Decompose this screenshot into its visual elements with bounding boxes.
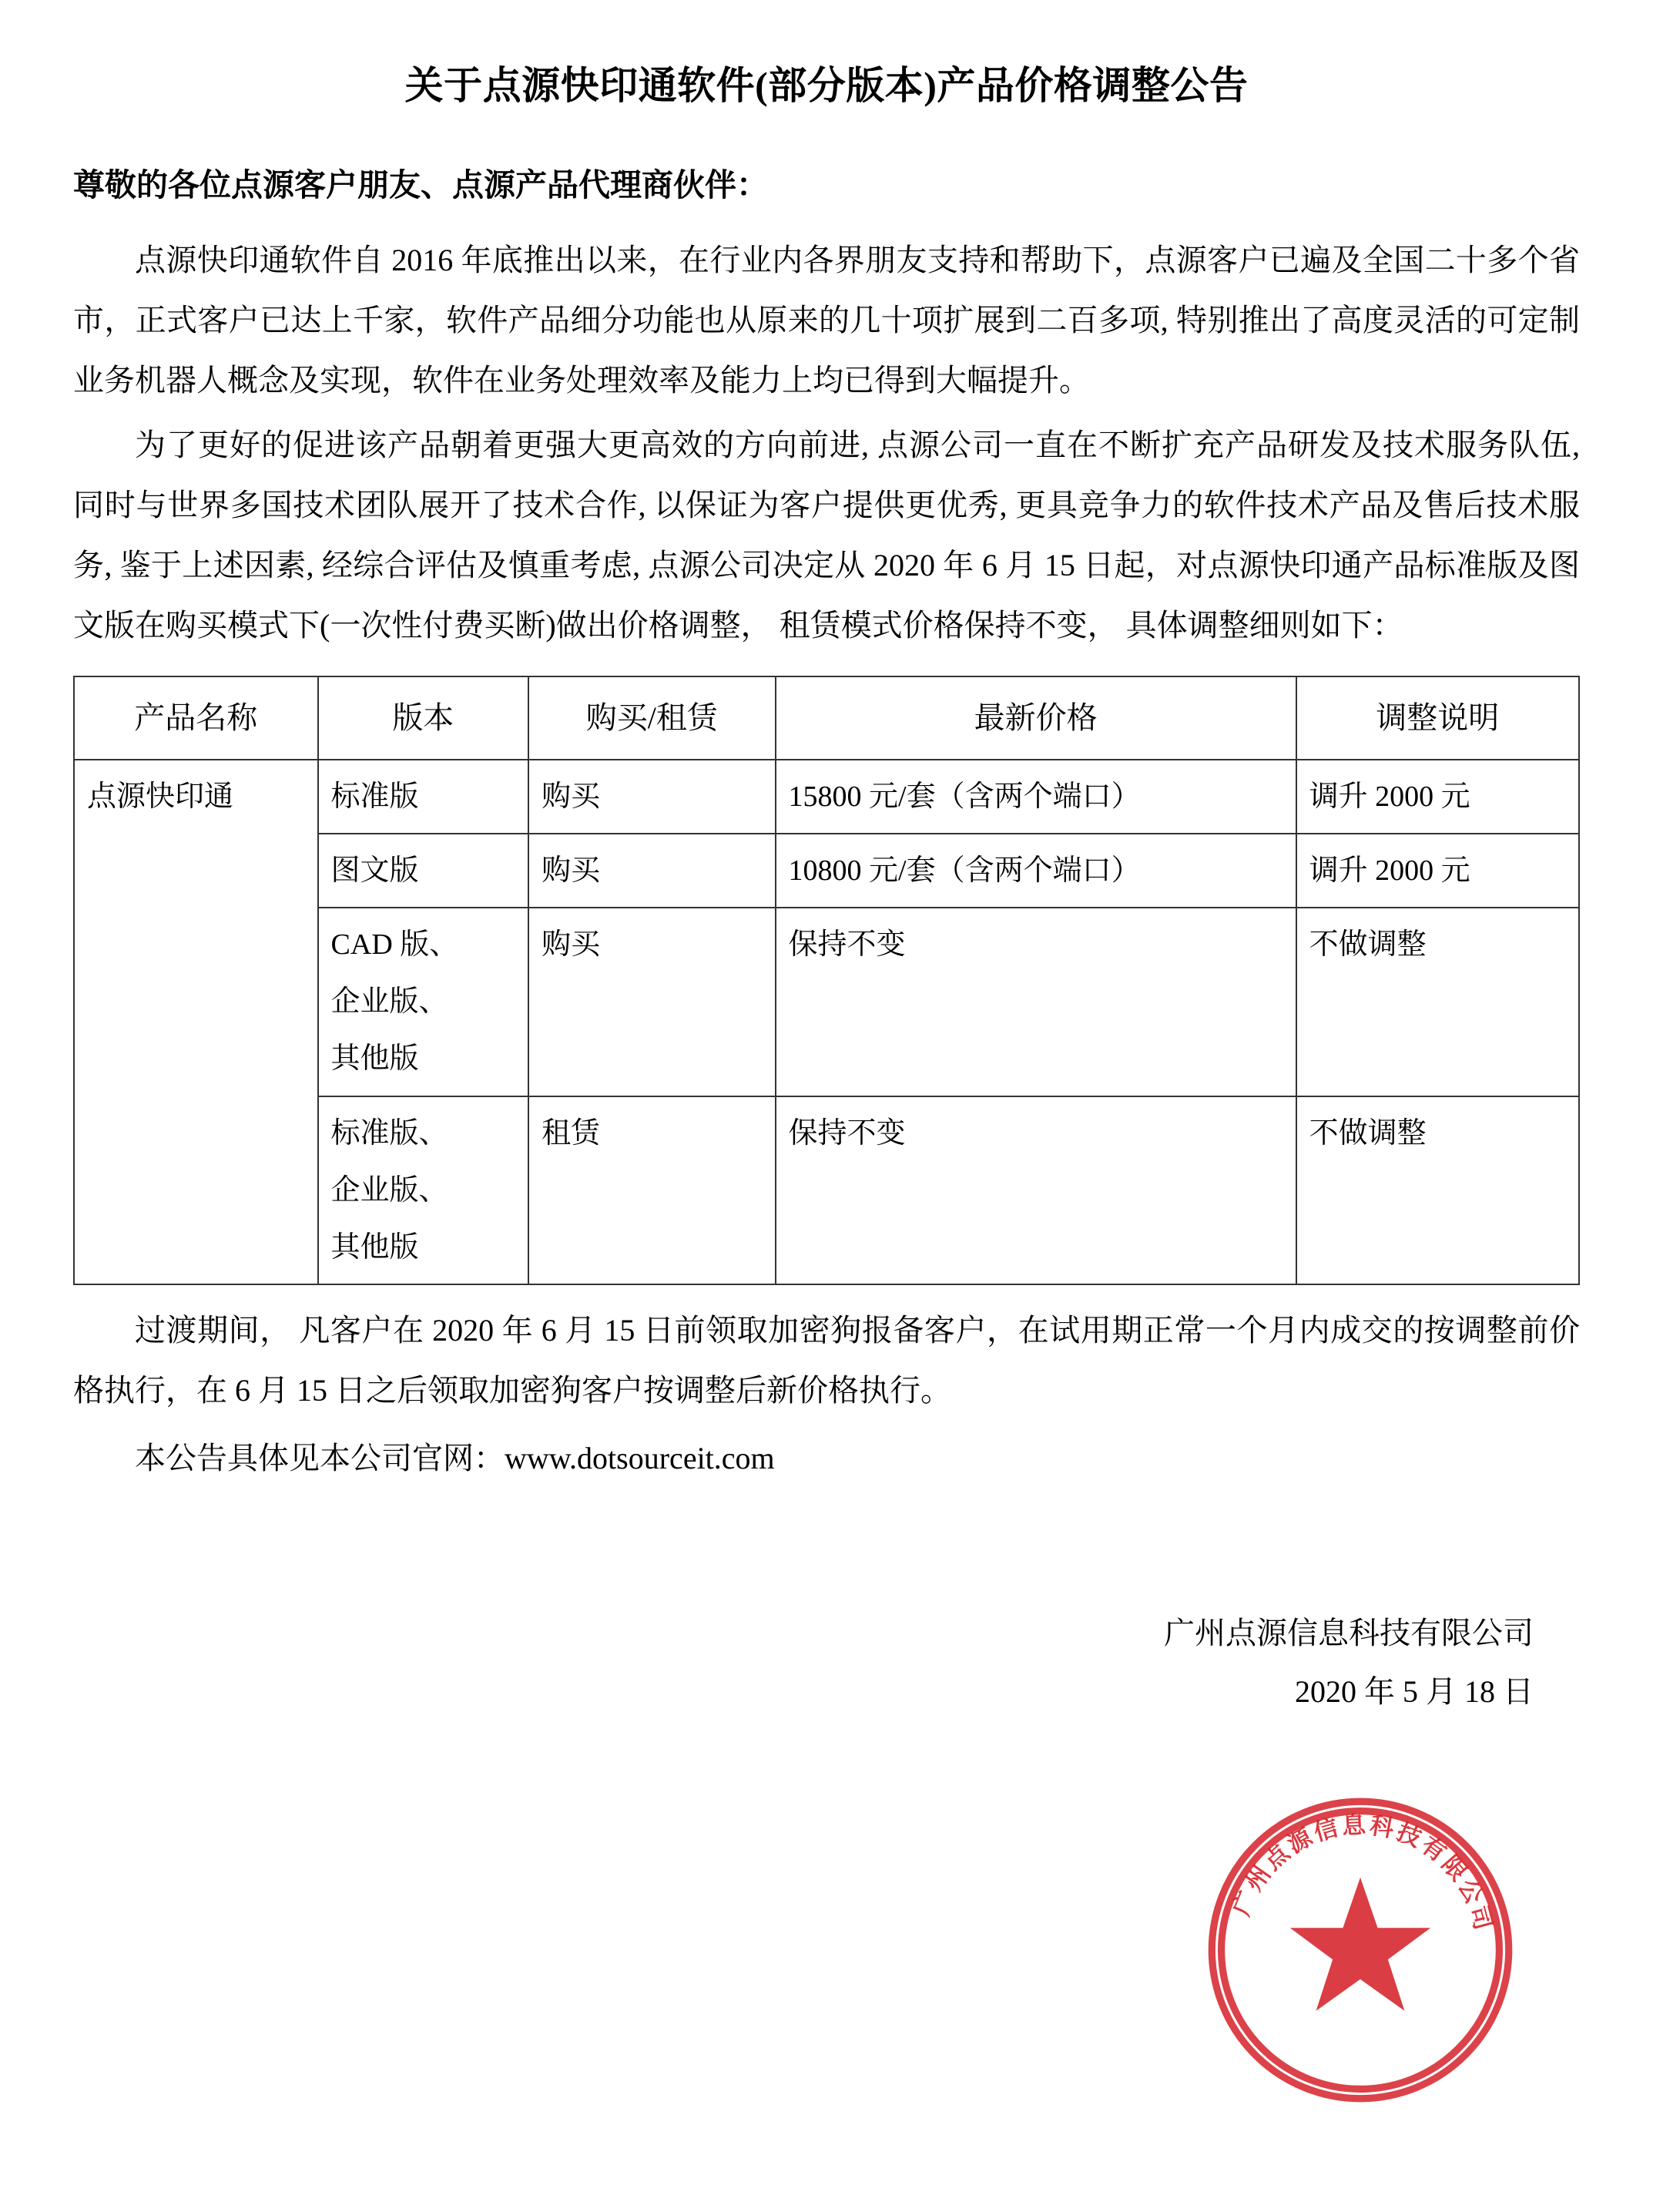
closing-paragraph: 过渡期间， 凡客户在 2020 年 6 月 15 日前领取加密狗报备客户，在试用期正常一个月内成交的按调整前价格执行，在 6 月 15 日之后领取加密狗客户按调整后新价格执行。 (73, 1312, 1580, 1408)
salutation: 尊敬的各位点源客户朋友、点源产品代理商伙伴： (73, 166, 768, 203)
table-header-row (74, 676, 1579, 760)
cell-note: 调升 2000 元 (1296, 834, 1579, 908)
column-header-note: 调整说明 (1296, 676, 1579, 760)
column-header-mode: 购买/租赁 (528, 676, 775, 760)
cell-note: 调升 2000 元 (1296, 760, 1579, 834)
cell-version-line: 其他版 (330, 1230, 419, 1264)
column-header-product: 产品名称 (74, 676, 318, 760)
signature-date: 2020 年 5 月 18 日 (1295, 1673, 1534, 1709)
svg-text:源: 源 (1282, 1824, 1317, 1858)
cell-version (318, 908, 529, 1096)
svg-text:公: 公 (1453, 1875, 1488, 1908)
cell-mode: 购买 (528, 908, 775, 1096)
cell-note: 不做调整 (1296, 908, 1579, 1096)
paragraph-1: 点源快印通软件自 2016 年底推出以来，在行业内各界朋友支持和帮助下，点源客户已遍及全国二十多个省市，正式客户已达上千家，软件产品细分功能也从原来的几十项扩展到二百多项, 特别推出了高度灵活的可定制业务机器人概念及实现，软件在业务处理效率及能力上均已得到大幅提升。 (73, 243, 1580, 398)
cell-price: 保持不变 (776, 1096, 1296, 1284)
cell-version-line: 其他版 (330, 1042, 419, 1076)
signature-company: 广州点源信息科技有限公司 (1164, 1615, 1534, 1650)
cell-version-line: 企业版、 (330, 1173, 448, 1207)
svg-text:广: 广 (1228, 1887, 1262, 1920)
svg-text:技: 技 (1393, 1818, 1425, 1852)
cell-price: 15800 元/套（含两个端口） (776, 760, 1296, 834)
table-row (74, 760, 1579, 834)
cell-mode: 购买 (528, 834, 775, 908)
cell-product-name: 点源快印通 (74, 760, 318, 1284)
cell-note: 不做调整 (1296, 1096, 1579, 1284)
signature-block (73, 1604, 1580, 1721)
svg-text:司: 司 (1464, 1902, 1497, 1933)
column-header-version: 版本 (318, 676, 529, 760)
cell-version-line: 标准版、 (330, 1116, 448, 1150)
cell-version: 标准版 (318, 760, 529, 834)
svg-text:信: 信 (1310, 1814, 1341, 1847)
company-seal-stamp-icon (1202, 1792, 1518, 2108)
paragraph-2: 为了更好的促进该产品朝着更强大更高效的方向前进, 点源公司一直在不断扩充产品研发及技术服务队伍, 同时与世界多国技术团队展开了技术合作, 以保证为客户提供更优秀, 更具竞争力的软件技术产品及售后技术服务, 鉴于上述因素, 经综合评估及慎重考虑, 点源公司决定从 2020 年 6 月 15 日起，对点源快印通产品标准版及图文版在购买模式下(一次性付费买断)做出价格调整， 租赁模式价格保持不变， 具体调整细则如下： (73, 428, 1580, 643)
cell-price: 10800 元/套（含两个端口） (776, 834, 1296, 908)
svg-text:限: 限 (1437, 1851, 1472, 1886)
column-header-price: 最新价格 (776, 676, 1296, 760)
svg-text:科: 科 (1367, 1812, 1396, 1843)
svg-text:点: 点 (1259, 1839, 1295, 1875)
price-adjustment-table (73, 676, 1580, 1285)
cell-version-line: 企业版、 (330, 985, 448, 1019)
cell-mode: 购买 (528, 760, 775, 834)
cell-version: 图文版 (318, 834, 529, 908)
svg-text:州: 州 (1240, 1861, 1276, 1896)
cell-price: 保持不变 (776, 908, 1296, 1096)
cell-version (318, 1096, 529, 1284)
svg-text:息: 息 (1341, 1811, 1366, 1840)
website-line: 本公告具体见本公司官网：www.dotsourceit.com (135, 1440, 775, 1475)
page-title: 关于点源快印通软件(部分版本)产品价格调整公告 (404, 64, 1249, 107)
svg-text:有: 有 (1416, 1831, 1451, 1867)
cell-version-line: CAD 版、 (330, 928, 459, 962)
cell-mode: 租赁 (528, 1096, 775, 1284)
